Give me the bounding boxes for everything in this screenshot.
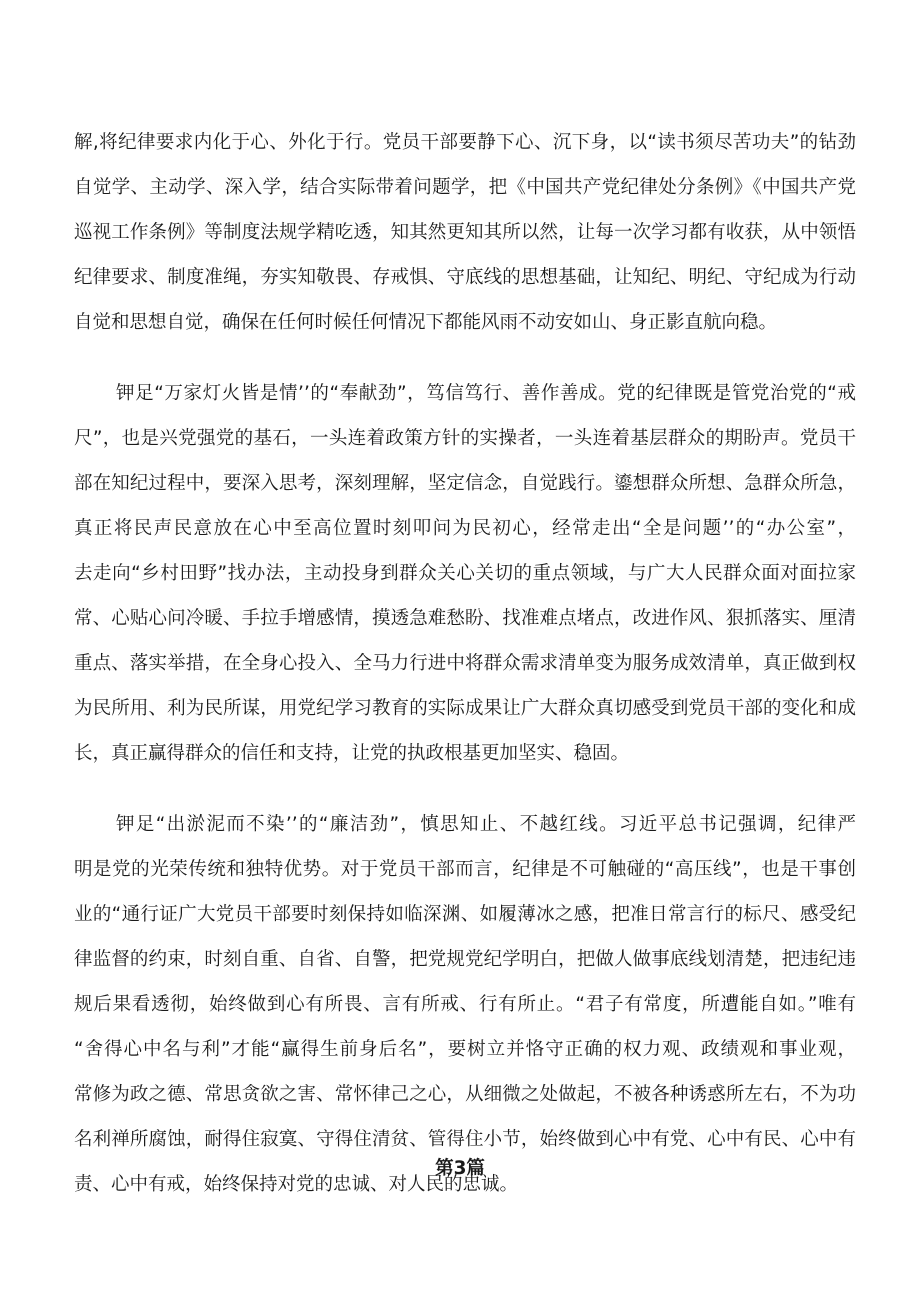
paragraph-line: 常修为政之德、常思贪欲之害、常怀律己之心，从细微之处做起，不被各种诱惑所左右，不为功: [74, 1084, 856, 1105]
paragraph-line: 规后果看透彻，始终做到心有所畏、言有所戒、行有所止。“君子有常度，所遭能自如。”唯有: [74, 994, 856, 1015]
paragraph-line: 业的“通行证广大党员干部要时刻保持如临深渊、如履薄冰之感，把准日常言行的标尺、感受纪: [74, 904, 856, 925]
paragraph-line: 部在知纪过程中，要深入思考，深刻理解，坚定信念，自觉践行。鎏想群众所想、急群众所急，: [74, 473, 856, 494]
paragraph-line: 钾足“万家灯火皆是情’’的“奉献劲”，笃信笃行、善作善成。党的纪律既是管党治党的“戒: [116, 383, 856, 404]
paragraph-line: 明是党的光荣传统和独特优势。对于党员干部而言，纪律是不可触碰的“高压线”，也是干事创: [74, 859, 856, 880]
paragraph-line: 律监督的约束，时刻自重、自省、自警，把党规党纪学明白，把做人做事底线划清楚，把违纪违: [74, 949, 856, 970]
paragraph-2: [74, 371, 856, 776]
paragraph-line: 钾足“出淤泥而不染’’的“廉洁劲”，慎思知止、不越红线。习近平总书记强调，纪律严: [116, 814, 856, 835]
paragraph-line: 为民所用、利为民所谋，用党纪学习教育的实际成果让广大群众真切感受到党员干部的变化和成: [74, 698, 856, 719]
paragraph-line: 重点、落实举措，在全身心投入、全马力行进中将群众需求清单变为服务成效清单，真正做到权: [74, 653, 856, 674]
section-heading: 第3篇: [435, 1158, 485, 1179]
paragraph-line: 巡视工作条例》等制度法规学精吃透，知其然更知其所以然，让每一次学习都有收获，从中领悟: [74, 222, 856, 243]
paragraph-1: [74, 120, 856, 345]
paragraph-line: 真正将民声民意放在心中至高位置时刻叩问为民初心，经常走出“全是问题’’的“办公室”，: [74, 518, 856, 539]
paragraph-line: 长，真正赢得群众的信任和支持，让党的执政根基更加坚实、稳固。: [74, 743, 630, 764]
paragraph-line: 自觉学、主动学、深入学，结合实际带着问题学，把《中国共产党纪律处分条例》《中国共产党: [74, 177, 856, 198]
paragraph-line: 解,将纪律要求内化于心、外化于行。党员干部要静下心、沉下身，以“读书须尽苦功夫”的钻劲: [74, 132, 856, 153]
paragraph-line: 责、心中有戒，始终保持对党的忠诚、对人民的忠诚。: [74, 1174, 519, 1195]
paragraph-line: 名利禅所腐蚀，耐得住寂寞、守得住清贫、管得住小节，始终做到心中有党、心中有民、心中有: [74, 1129, 856, 1150]
document-body: [74, 120, 856, 1233]
paragraph-line: 自觉和思想自觉，确保在任何时候任何情况下都能风雨不动安如山、身正影直航向稳。: [74, 312, 778, 333]
paragraph-line: 去走向“乡村田野”找办法，主动投身到群众关心关切的重点领域，与广大人民群众面对面拉家: [74, 563, 856, 584]
paragraph-line: 纪律要求、制度准绳，夯实知敬畏、存戒惧、守底线的思想基础，让知纪、明纪、守纪成为行动: [74, 267, 856, 288]
paragraph-line: 常、心贴心问冷暖、手拉手增感情，摸透急难愁盼、找准难点堵点，改进作风、狠抓落实、厘清: [74, 608, 856, 629]
paragraph-line: 尺”，也是兴党强党的基石，一头连着政策方针的实操者，一头连着基层群众的期盼声。党员干: [74, 428, 856, 449]
paragraph-line: “舍得心中名与利”才能“赢得生前身后名”，要树立并恪守正确的权力观、政绩观和事业观，: [74, 1039, 856, 1060]
